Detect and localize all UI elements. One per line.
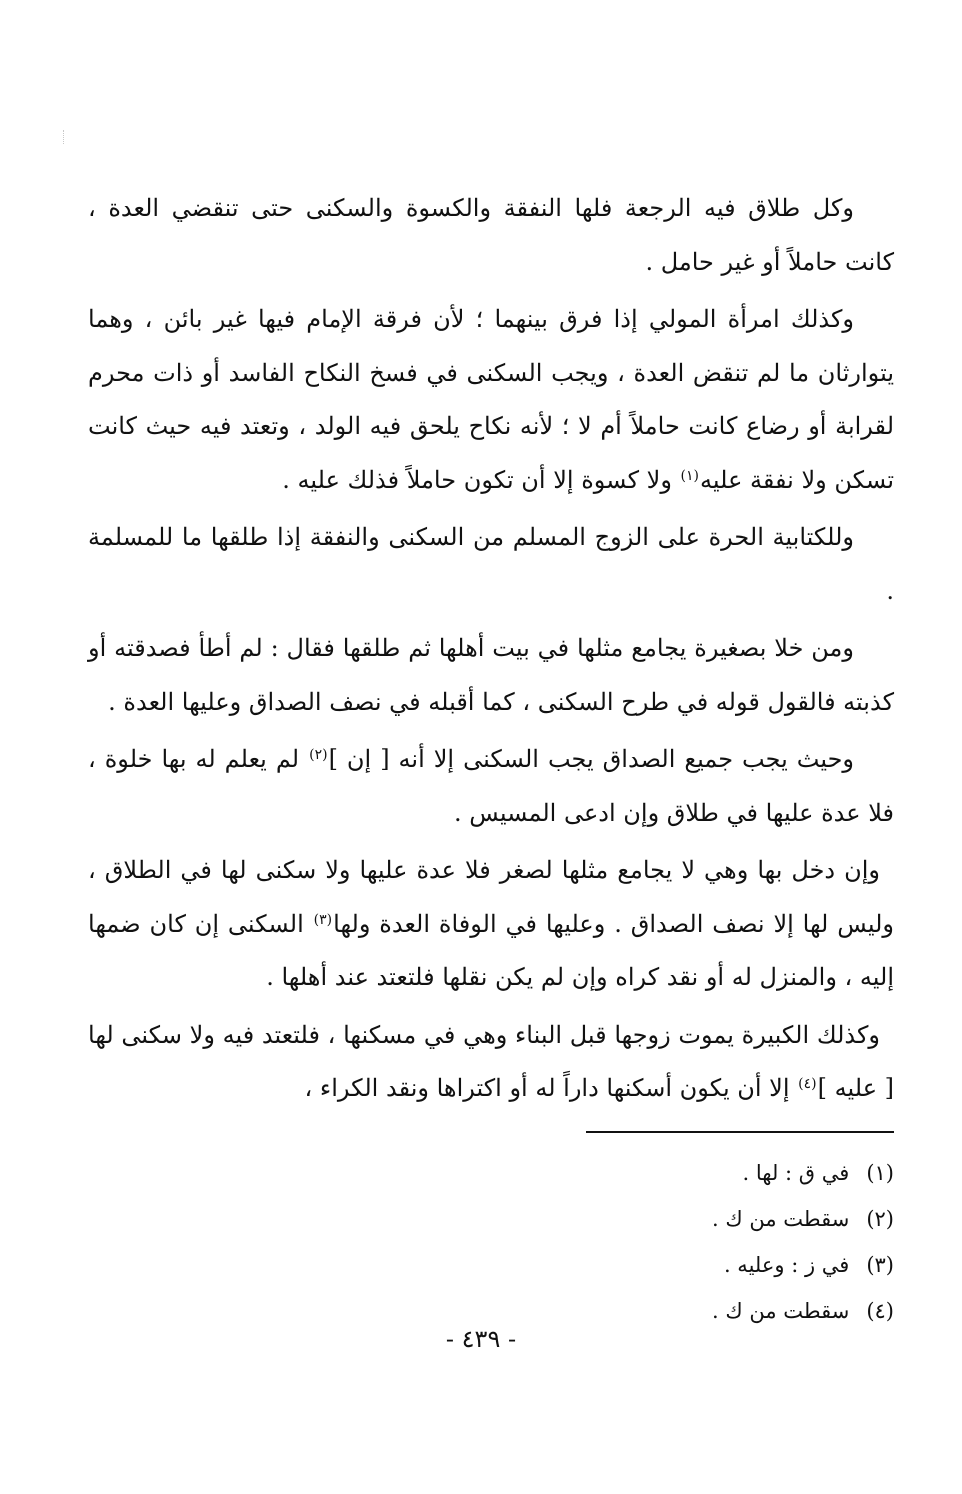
paragraph [88,182,894,289]
paragraph [88,1009,894,1116]
body-text [88,182,894,1120]
paragraph [88,511,894,618]
paragraph-text: وكذلك امرأة المولي إذا فرق بينهما ؛ لأن فرقة الإمام فيها غير بائن ، وهما يتوارثان ما لم تنقض العدة ، ويجب السكنى في فسخ النكاح الفاسد أو ذات محرم لقرابة أو رضاع كانت حاملاً أم لا ؛ لأنه نكاح يلحق فيه الولد ، وتعتد فيه حيث كانت تسكن ولا نفقة عليه [88,305,894,494]
footnote-reference: (٢) [309,747,328,763]
footnote-number: (٤) [866,1299,894,1323]
footnote-text: في ق : لها . [742,1161,850,1185]
footnote-item [300,1242,894,1288]
paragraph-text: وكل طلاق فيه الرجعة فلها النفقة والكسوة والسكنى حتى تنقضي العدة ، كانت حاملاً أو غير حامل . [88,194,894,276]
paragraph-text: وإن دخل بها وهي لا يجامع مثلها لصغر فلا عدة عليها ولا سكنى لها في الطلاق ، وليس لها إلا نصف الصداق . وعليها في الوفاة العدة ولها [88,856,894,938]
paragraph-text: إلا أن يكون أسكنها داراً له أو اكتراها ونقد الكراء ، [304,1074,798,1102]
paragraph-text: ولا كسوة إلا أن تكون حاملاً فذلك عليه . [282,465,680,494]
footnote-text: سقطت من ك . [712,1299,850,1323]
footnote-reference: (٤) [798,1076,817,1092]
paragraph [88,844,894,1005]
footnote-reference: (١) [680,467,700,484]
footnote-item [300,1196,894,1242]
footnote-number: (٣) [866,1253,894,1277]
paragraph [88,622,894,729]
footnote-reference: (٣) [313,911,333,928]
paragraph-text: وكذلك الكبيرة يموت زوجها قبل البناء وهي في مسكنها ، فلتعتد فيه ولا سكنى لها [ عليه ] [88,1020,894,1102]
footnote-item [300,1150,894,1196]
footnote-number: (٢) [866,1207,894,1231]
footnote-text: في ز : وعليه . [723,1253,850,1277]
paragraph-text: لم يعلم له بها خلوة ، فلا عدة عليها في طلاق وإن ادعى المسيس . [88,745,894,827]
footnote-text: سقطت من ك . [712,1207,850,1231]
paragraph [88,733,894,840]
page-number: - ٤٣٩ - [445,1325,517,1353]
paragraph-text: وحيث يجب جميع الصداق يجب السكنى إلا أنه [ إن ] [328,745,855,773]
paragraph-text: السكنى إن كان ضمها إليه ، والمنزل له أو نقد كراه وإن لم يكن نقلها فلتعتد عند أهلها . [88,909,894,991]
paragraph-text: وللكتابية الحرة على الزوج المسلم من السكنى والنفقة إذا طلقها ما للمسلمة . [88,523,894,605]
paragraph-text: ومن خلا بصغيرة يجامع مثلها في بيت أهلها ثم طلقها فقال : لم أطأ فصدقته أو كذبته فالقول قوله في طرح السكنى ، كما أقبله في نصف الصداق وعليها العدة . [88,634,894,716]
scan-speck [63,130,66,144]
paragraph [88,293,894,507]
footnote-number: (١) [866,1161,894,1185]
footnotes-list [300,1150,894,1334]
footnote-separator [586,1131,894,1133]
